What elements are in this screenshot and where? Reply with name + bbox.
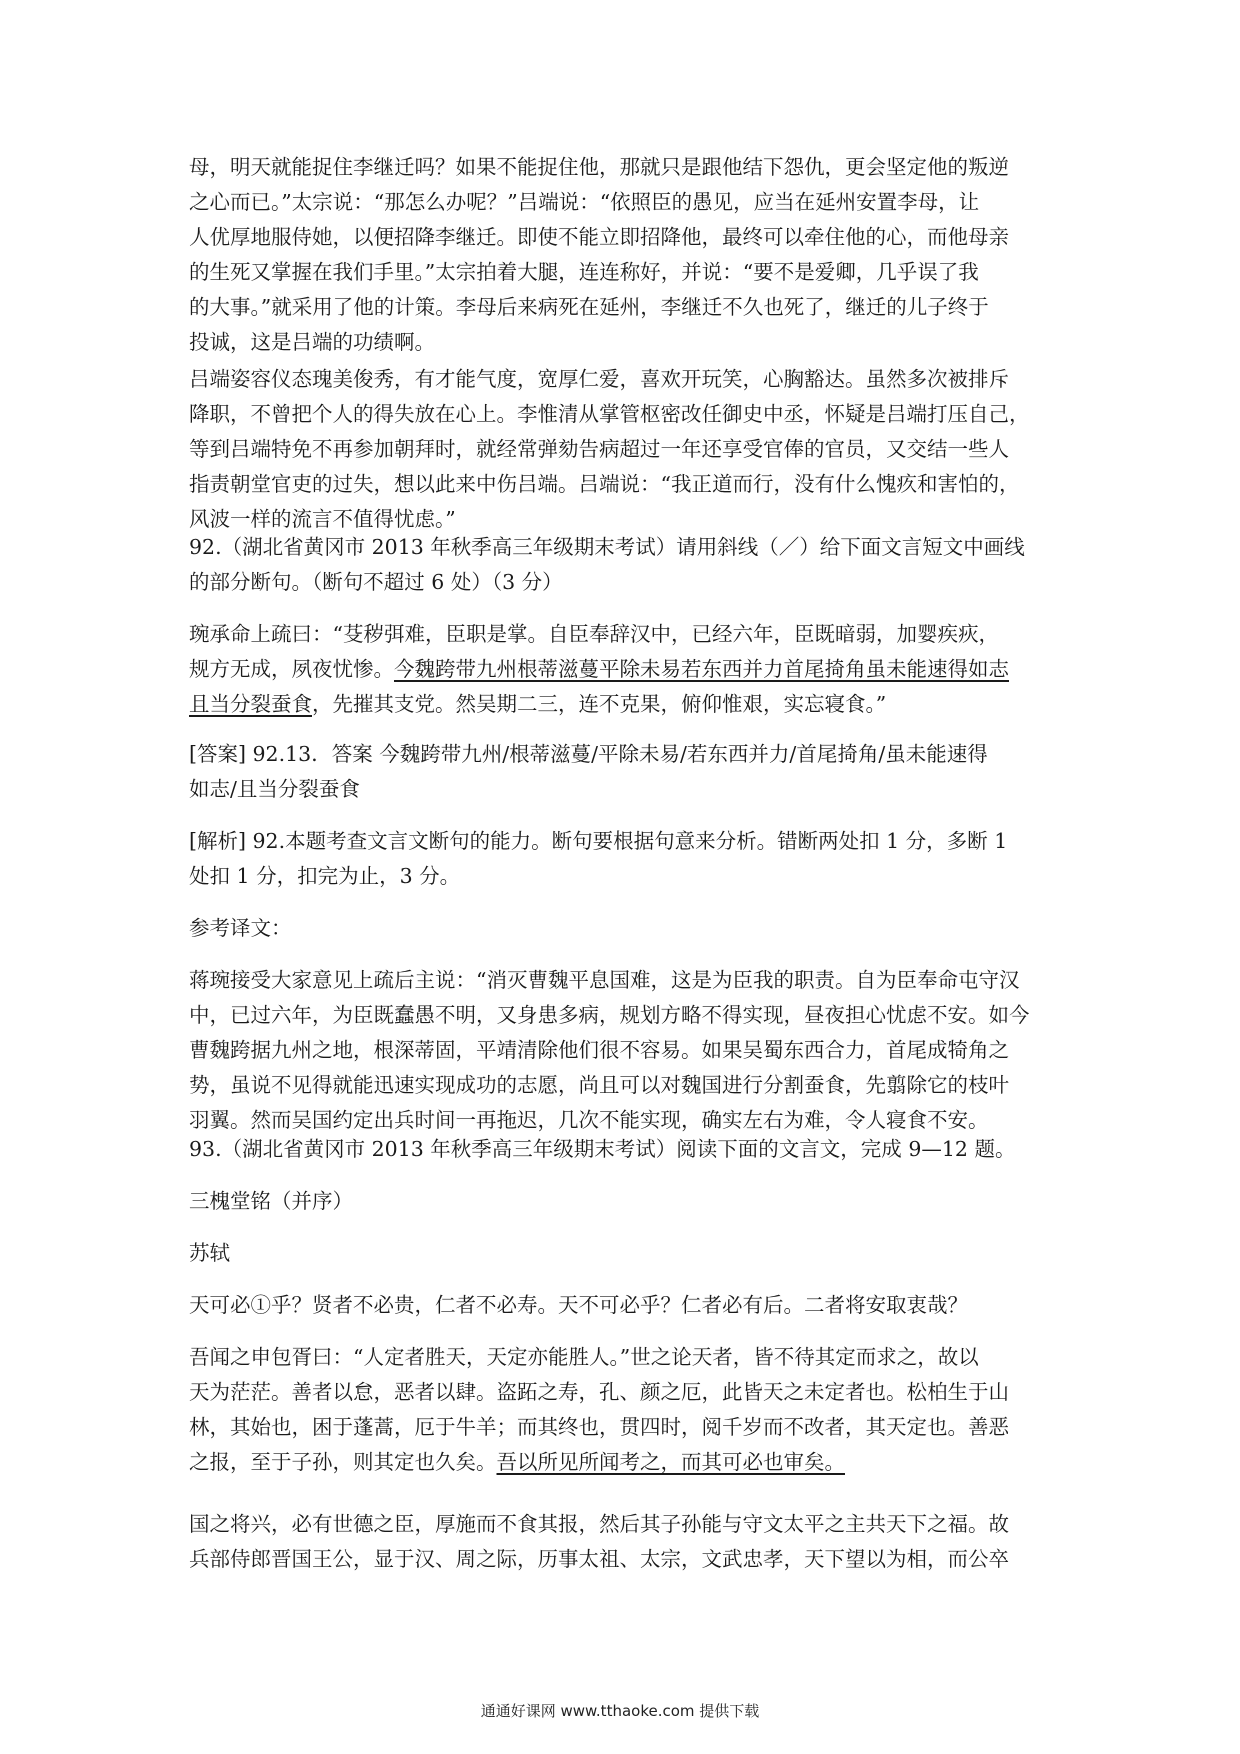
text-line: 国之将兴，必有世德之臣，厚施而不食其报，然后其子孙能与守文太平之主共天下之福。故 bbox=[189, 1512, 1009, 1536]
text-line: 三槐堂铭（并序） bbox=[189, 1189, 353, 1213]
text-line bbox=[189, 652, 1059, 687]
text-line bbox=[189, 687, 1059, 722]
text-line: 的部分断句。（断句不超过 6 处）（3 分） bbox=[189, 570, 563, 594]
text-line: 天为茫茫。善者以怠，恶者以肆。盗跖之寿，孔、颜之厄，此皆天之未定者也。松柏生于山 bbox=[189, 1380, 1009, 1404]
underlined-text: 今魏跨带九州根蒂滋蔓平除未易若东西并力首尾掎角虽未能速得如志 bbox=[394, 657, 1009, 681]
text-line: [答案] 92.13．答案 今魏跨带九州/根蒂滋蔓/平除未易/若东西并力/首尾掎角/虽未能速得 bbox=[189, 742, 988, 766]
text-line: 势，虽说不见得就能迅速实现成功的志愿，尚且可以对魏国进行分割蚕食，先翦除它的枝叶 bbox=[189, 1073, 1009, 1097]
text-line: 处扣 1 分，扣完为止，3 分。 bbox=[189, 864, 461, 888]
text-line: 92.（湖北省黄冈市 2013 年秋季高三年级期末考试）请用斜线（／）给下面文言短文中画线 bbox=[189, 535, 1025, 559]
underlined-text: 吾以所见所闻考之，而其可必也审矣。 bbox=[496, 1450, 845, 1474]
translation-92 bbox=[189, 963, 1059, 1138]
text-line: 风波一样的流言不值得忧虑。” bbox=[189, 507, 456, 531]
text-line bbox=[189, 1445, 1059, 1480]
plain-text: 之报，至于子孙，则其定也久矣。 bbox=[189, 1450, 497, 1474]
text-line: [解析] 92.本题考查文言文断句的能力。断句要根据句意来分析。错断两处扣 1 分，多断 1 bbox=[189, 829, 1008, 853]
question-93 bbox=[189, 1132, 1059, 1167]
analysis-92 bbox=[189, 824, 1059, 894]
plain-text: 规方无成，夙夜忧惨。 bbox=[189, 657, 394, 681]
text-line: 曹魏跨据九州之地，根深蒂固，平靖清除他们很不容易。如果吴蜀东西合力，首尾成犄角之 bbox=[189, 1038, 1009, 1062]
underlined-text: 且当分裂蚕食 bbox=[189, 692, 312, 716]
text-line: 人优厚地服侍她，以便招降李继迁。即使不能立即招降他，最终可以牵住他的心，而他母亲 bbox=[189, 225, 1009, 249]
text-line: 吾闻之申包胥曰：“人定者胜天，天定亦能胜人。”世之论天者，皆不待其定而求之，故以 bbox=[189, 1345, 979, 1369]
text-line: 93.（湖北省黄冈市 2013 年秋季高三年级期末考试）阅读下面的文言文，完成 9—12 题。 bbox=[189, 1137, 1016, 1161]
essay-paragraph-2 bbox=[189, 1340, 1059, 1480]
text-line: 琬承命上疏曰：“芟秽弭难，臣职是掌。自臣奉辞汉中，已经六年，臣既暗弱，加婴疾疢， bbox=[189, 622, 999, 646]
essay-author bbox=[189, 1236, 1059, 1271]
text-line: 等到吕端特免不再参加朝拜时，就经常弹劾告病超过一年还享受官俸的官员，又交结一些人 bbox=[189, 437, 1009, 461]
page-footer: 通通好课网 www.tthaoke.com 提供下载 bbox=[480, 1702, 760, 1720]
translation-paragraph-2 bbox=[189, 362, 1059, 537]
translation-paragraph-1 bbox=[189, 150, 1059, 360]
answer-92 bbox=[189, 737, 1059, 807]
text-line: 投诚，这是吕端的功绩啊。 bbox=[189, 330, 435, 354]
text-line: 指责朝堂官吏的过失，想以此来中伤吕端。吕端说：“我正道而行，没有什么愧疚和害怕的， bbox=[189, 472, 1020, 496]
text-line: 林，其始也，困于蓬蒿，厄于牛羊；而其终也，贯四时，阅千岁而不改者，其天定也。善恶 bbox=[189, 1415, 1009, 1439]
essay-paragraph-1 bbox=[189, 1288, 1059, 1323]
text-line: 吕端姿容仪态瑰美俊秀，有才能气度，宽厚仁爱，喜欢开玩笑，心胸豁达。虽然多次被排斥 bbox=[189, 367, 1009, 391]
text-line: 降职，不曾把个人的得失放在心上。李惟清从掌管枢密改任御史中丞，怀疑是吕端打压自己， bbox=[189, 402, 1030, 426]
text-line: 如志/且当分裂蚕食 bbox=[189, 777, 360, 801]
text-line: 参考译文： bbox=[189, 916, 292, 940]
text-line: 天可必①乎？贤者不必贵，仁者不必寿。天不可必乎？仁者必有后。二者将安取衷哉？ bbox=[189, 1293, 968, 1317]
passage-92 bbox=[189, 617, 1059, 722]
text-line: 蒋琬接受大家意见上疏后主说：“消灭曹魏平息国难，这是为臣我的职责。自为臣奉命屯守汉 bbox=[189, 968, 1020, 992]
text-line: 羽翼。然而吴国约定出兵时间一再拖迟，几次不能实现，确实左右为难，令人寝食不安。 bbox=[189, 1108, 989, 1132]
text-line: 苏轼 bbox=[189, 1241, 230, 1265]
text-line: 之心而已。”太宗说：“那怎么办呢？”吕端说：“依照臣的愚见，应当在延州安置李母，让 bbox=[189, 190, 980, 214]
essay-paragraph-3 bbox=[189, 1507, 1059, 1577]
text-line: 的生死又掌握在我们手里。”太宗拍着大腿，连连称好，并说：“要不是爱卿，几乎误了我 bbox=[189, 260, 979, 284]
text-line: 中，已过六年，为臣既蠢愚不明，又身患多病，规划方略不得实现，昼夜担心忧虑不安。如今 bbox=[189, 1003, 1030, 1027]
reference-translation-heading bbox=[189, 911, 1059, 946]
essay-title bbox=[189, 1184, 1059, 1219]
text-line: 的大事。”就采用了他的计策。李母后来病死在延州，李继迁不久也死了，继迁的儿子终于 bbox=[189, 295, 989, 319]
question-92 bbox=[189, 530, 1059, 600]
text-line: 母，明天就能捉住李继迁吗？如果不能捉住他，那就只是跟他结下怨仇，更会坚定他的叛逆 bbox=[189, 155, 1009, 179]
plain-text: ，先摧其支党。然吴期二三，连不克果，俯仰惟艰，实忘寝食。” bbox=[312, 692, 887, 716]
text-line: 兵部侍郎晋国王公，显于汉、周之际，历事太祖、太宗，文武忠孝，天下望以为相，而公卒 bbox=[189, 1547, 1009, 1571]
